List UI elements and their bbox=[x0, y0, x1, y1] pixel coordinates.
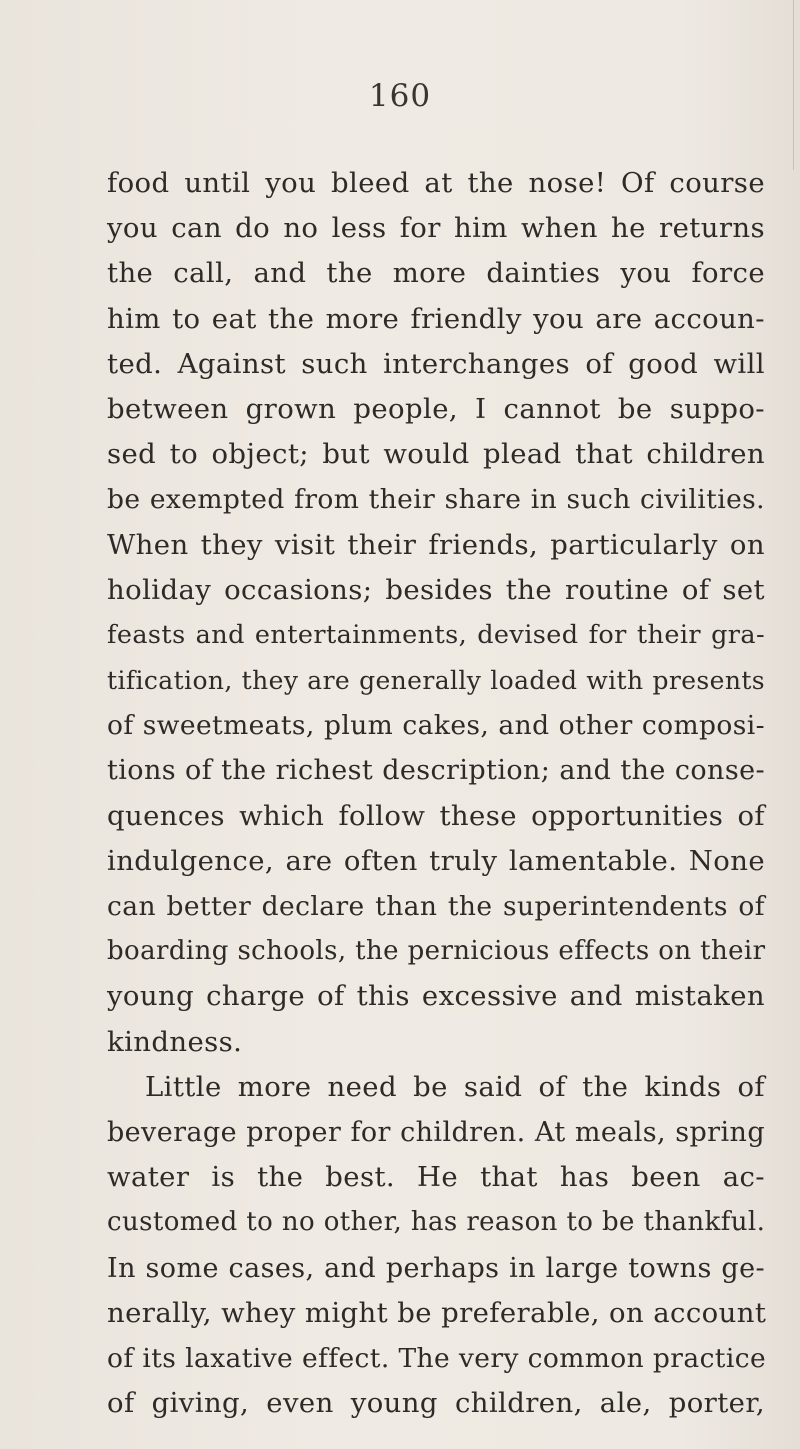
text-line: of sweetmeats, plum cakes, and other composi- bbox=[107, 710, 765, 742]
paragraph-start-line: Little more need be said of the kinds of bbox=[145, 1070, 765, 1103]
text-line: food until you bleed at the nose! Of course bbox=[107, 167, 765, 199]
text-line: you can do no less for him when he returns bbox=[107, 212, 765, 245]
paragraph-end-line: kindness. bbox=[107, 1025, 243, 1058]
text-line: between grown people, I cannot be suppo- bbox=[107, 392, 765, 425]
text-line: indulgence, are often truly lamentable. None bbox=[107, 844, 765, 877]
text-line: the call, and the more dainties you force bbox=[107, 257, 765, 290]
text-line: can better declare than the superintendents of bbox=[107, 891, 765, 922]
page-number: 160 bbox=[368, 78, 432, 114]
text-line: of its laxative effect. The very common practice bbox=[107, 1342, 767, 1374]
text-line: holiday occasions; besides the routine of set bbox=[107, 573, 765, 606]
text-line: boarding schools, the pernicious effects on their bbox=[107, 936, 766, 967]
text-line: sed to object; but would plead that children bbox=[107, 438, 765, 471]
text-line: water is the best. He that has been ac- bbox=[107, 1161, 765, 1194]
text-line: nerally, whey might be preferable, on account bbox=[107, 1296, 767, 1329]
body-text bbox=[107, 161, 765, 1426]
text-line: be exempted from their share in such civilities. bbox=[107, 484, 765, 516]
text-line: tification, they are generally loaded with presents bbox=[107, 666, 765, 696]
text-line: him to eat the more friendly you are accoun- bbox=[107, 302, 765, 335]
text-line: ted. Against such interchanges of good will bbox=[107, 347, 765, 380]
text-line: When they visit their friends, particularly on bbox=[107, 528, 765, 561]
text-line: In some cases, and perhaps in large towns ge- bbox=[107, 1252, 765, 1284]
text-line: young charge of this excessive and mistaken bbox=[107, 980, 765, 1013]
text-line: beverage proper for children. At meals, spring bbox=[107, 1116, 765, 1148]
text-line: feasts and entertainments, devised for their gra- bbox=[107, 619, 765, 650]
text-line: quences which follow these opportunities of bbox=[107, 799, 765, 832]
text-line: tions of the richest description; and the conse- bbox=[107, 755, 765, 787]
text-line: customed to no other, has reason to be thankful. bbox=[107, 1207, 766, 1238]
text-line: of giving, even young children, ale, porter, bbox=[107, 1387, 765, 1420]
